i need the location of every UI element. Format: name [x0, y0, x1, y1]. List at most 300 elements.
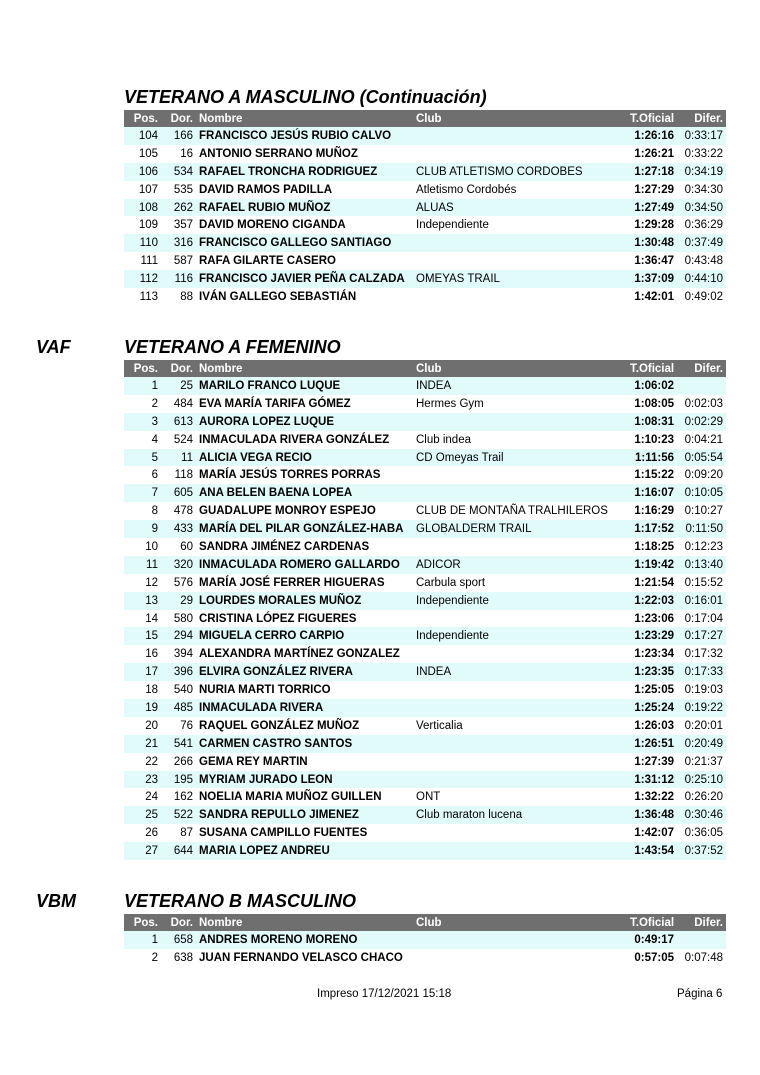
- cell-dor: 605: [161, 484, 196, 502]
- cell-time: 1:27:29: [634, 183, 674, 196]
- cell-dor: 638: [173, 951, 193, 964]
- cell-club: [413, 252, 627, 270]
- table-row: [124, 216, 726, 234]
- cell-club: Atletismo Cordobés: [416, 183, 517, 196]
- cell-diff: 0:11:50: [677, 520, 726, 538]
- cell-time: 1:22:03: [627, 592, 677, 610]
- cell-pos: 11: [124, 556, 161, 574]
- cell-time: 1:23:34: [634, 648, 674, 661]
- header-dor: Dor.: [161, 110, 196, 127]
- cell-diff: 0:04:21: [684, 433, 723, 446]
- cell-time: 1:16:29: [634, 505, 674, 518]
- cell-club: INDEA: [413, 377, 627, 395]
- header-diff: Difer.: [677, 360, 726, 377]
- cell-dor: 266: [173, 755, 193, 768]
- cell-diff: 0:36:29: [684, 219, 723, 232]
- cell-club: Club maraton lucena: [413, 806, 627, 824]
- table-row: [124, 252, 726, 270]
- cell-time: 1:29:28: [634, 219, 674, 232]
- cell-club: [413, 753, 627, 771]
- cell-time: 1:15:22: [634, 469, 674, 482]
- cell-diff: 0:21:37: [684, 755, 723, 768]
- table-row: [124, 163, 726, 181]
- cell-diff: 0:17:32: [684, 648, 723, 661]
- cell-time: 1:08:31: [627, 413, 677, 431]
- header-diff: Difer.: [677, 110, 726, 127]
- cell-time: 1:42:07: [634, 827, 674, 840]
- cell-name: SUSANA CAMPILLO FUENTES: [199, 827, 368, 840]
- cell-time: 1:26:03: [634, 719, 674, 732]
- cell-time: 0:57:05: [634, 951, 674, 964]
- cell-club: GLOBALDERM TRAIL: [413, 520, 627, 538]
- cell-pos: 3: [124, 413, 161, 431]
- cell-time: 1:32:22: [634, 791, 674, 804]
- table-row: [124, 556, 726, 574]
- cell-club: Independiente: [416, 219, 489, 232]
- cell-time: 1:23:06: [634, 612, 674, 625]
- cell-time: 1:37:09: [627, 270, 677, 288]
- cell-diff: 0:19:03: [684, 684, 723, 697]
- cell-dor: 484: [173, 397, 193, 410]
- cell-pos: 18: [145, 684, 158, 697]
- cell-club: CLUB DE MONTAÑA TRALHILEROS: [416, 505, 608, 518]
- page-number: Página 6: [677, 988, 723, 1000]
- table-row: [124, 735, 726, 753]
- cell-dor: 644: [161, 842, 196, 860]
- cell-club: [413, 127, 627, 145]
- cell-time: 1:27:39: [634, 755, 674, 768]
- cell-name: CRISTINA LÓPEZ FIGUERES: [199, 612, 357, 625]
- header-club: Club: [413, 914, 627, 931]
- cell-diff: 0:34:19: [677, 163, 726, 181]
- cell-time: 1:26:16: [627, 127, 677, 145]
- cell-pos: 25: [124, 806, 161, 824]
- cell-club: [413, 735, 627, 753]
- cell-pos: 22: [145, 755, 158, 768]
- cell-name: RAFAEL RUBIO MUÑOZ: [196, 199, 413, 217]
- cell-name: SANDRA JIMÉNEZ CARDENAS: [199, 540, 370, 553]
- cell-pos: 17: [124, 663, 161, 681]
- cell-name: NOELIA MARIA MUÑOZ GUILLEN: [199, 791, 382, 804]
- cell-pos: 10: [145, 540, 158, 553]
- cell-diff: 0:09:20: [684, 469, 723, 482]
- cell-time: 1:43:54: [627, 842, 677, 860]
- header-time: T.Oficial: [627, 110, 677, 127]
- header-name: Nombre: [196, 110, 413, 127]
- cell-time: 1:31:12: [627, 771, 677, 789]
- header-dor: Dor.: [161, 914, 196, 931]
- cell-name: RAQUEL GONZÁLEZ MUÑOZ: [199, 719, 360, 732]
- table-row: [124, 717, 726, 735]
- cell-club: Carbula sport: [416, 576, 486, 589]
- cell-dor: 576: [173, 576, 193, 589]
- cell-pos: 2: [151, 951, 158, 964]
- cell-diff: 0:33:22: [684, 147, 723, 160]
- cell-diff: 0:02:03: [684, 397, 723, 410]
- cell-name: MARÍA JESÚS TORRES PORRAS: [199, 469, 381, 482]
- header-club: Club: [413, 110, 627, 127]
- cell-dor: 116: [161, 270, 196, 288]
- cell-time: 1:42:01: [634, 290, 674, 303]
- cell-dor: 396: [161, 663, 196, 681]
- cell-diff: 0:44:10: [677, 270, 726, 288]
- cell-pos: 15: [124, 627, 161, 645]
- cell-dor: 485: [161, 699, 196, 717]
- cell-time: 1:36:47: [634, 255, 674, 268]
- cell-time: 1:08:05: [634, 397, 674, 410]
- category-code: VAF: [36, 337, 71, 357]
- table-row: [124, 699, 726, 717]
- cell-diff: 0:26:20: [684, 791, 723, 804]
- header-name: Nombre: [196, 360, 413, 377]
- table-row: [124, 806, 726, 824]
- cell-name: FRANCISCO GALLEGO SANTIAGO: [196, 234, 413, 252]
- table-row: [124, 842, 726, 860]
- cell-club: [413, 466, 627, 484]
- cell-name: ANTONIO SERRANO MUÑOZ: [199, 147, 358, 160]
- cell-diff: 0:36:05: [684, 827, 723, 840]
- cell-pos: 8: [151, 505, 158, 518]
- table-row: [124, 949, 726, 967]
- cell-pos: 106: [124, 163, 161, 181]
- table-row: [124, 288, 726, 306]
- cell-dor: 357: [173, 219, 193, 232]
- cell-name: RAFA GILARTE CASERO: [199, 255, 336, 268]
- table-row: [124, 377, 726, 395]
- cell-club: [413, 824, 627, 842]
- cell-club: [413, 484, 627, 502]
- cell-dor: 534: [161, 163, 196, 181]
- cell-club: [413, 413, 627, 431]
- header-pos: Pos.: [124, 360, 161, 377]
- print-date: Impreso 17/12/2021 15:18: [317, 988, 452, 1000]
- cell-diff: 0:15:52: [684, 576, 723, 589]
- table-row: [124, 627, 726, 645]
- table-row: [124, 466, 726, 484]
- table-row: [124, 574, 726, 592]
- cell-diff: 0:17:04: [684, 612, 723, 625]
- results-table: [124, 360, 726, 860]
- results-table: [124, 110, 726, 306]
- cell-dor: 433: [161, 520, 196, 538]
- results-table: [124, 914, 726, 967]
- cell-club: OMEYAS TRAIL: [413, 270, 627, 288]
- table-row: [124, 199, 726, 217]
- cell-dor: 478: [173, 505, 193, 518]
- cell-name: LOURDES MORALES MUÑOZ: [196, 592, 413, 610]
- table-row: [124, 592, 726, 610]
- cell-diff: 0:05:54: [677, 449, 726, 467]
- cell-time: 1:27:18: [627, 163, 677, 181]
- cell-dor: 76: [180, 719, 193, 732]
- cell-diff: 0:10:27: [684, 505, 723, 518]
- cell-dor: 394: [173, 648, 193, 661]
- cell-club: [413, 234, 627, 252]
- table-row: [124, 610, 726, 628]
- cell-diff: 0:17:27: [677, 627, 726, 645]
- cell-time: 1:19:42: [627, 556, 677, 574]
- cell-name: AURORA LOPEZ LUQUE: [196, 413, 413, 431]
- cell-diff: 0:07:48: [684, 951, 723, 964]
- cell-dor: 118: [174, 469, 193, 482]
- section-title: VETERANO A FEMENINO: [124, 337, 341, 357]
- cell-dor: 88: [180, 290, 193, 303]
- cell-dor: 262: [161, 199, 196, 217]
- cell-dor: 580: [173, 612, 193, 625]
- cell-club: [413, 288, 627, 306]
- cell-dor: 613: [161, 413, 196, 431]
- cell-pos: 109: [138, 219, 158, 232]
- cell-name: CARMEN CASTRO SANTOS: [196, 735, 413, 753]
- cell-pos: 4: [151, 433, 158, 446]
- header-pos: Pos.: [124, 110, 161, 127]
- cell-dor: 535: [173, 183, 193, 196]
- cell-diff: 0:25:10: [677, 771, 726, 789]
- cell-pos: 112: [124, 270, 161, 288]
- cell-pos: 26: [145, 827, 158, 840]
- table-row: [124, 681, 726, 699]
- cell-dor: 540: [173, 684, 193, 697]
- cell-name: GUADALUPE MONROY ESPEJO: [199, 505, 376, 518]
- cell-dor: 16: [180, 147, 193, 160]
- cell-pos: 107: [138, 183, 158, 196]
- cell-club: INDEA: [413, 663, 627, 681]
- header-time: T.Oficial: [627, 360, 677, 377]
- cell-dor: 25: [161, 377, 196, 395]
- cell-name: MARILO FRANCO LUQUE: [196, 377, 413, 395]
- cell-time: 1:10:23: [634, 433, 674, 446]
- cell-pos: 5: [124, 449, 161, 467]
- cell-name: ALICIA VEGA RECIO: [196, 449, 413, 467]
- cell-pos: 7: [124, 484, 161, 502]
- cell-dor: 87: [180, 827, 193, 840]
- cell-dor: 522: [161, 806, 196, 824]
- cell-diff: 0:33:17: [677, 127, 726, 145]
- cell-pos: 1: [124, 377, 161, 395]
- table-header: [124, 110, 726, 127]
- table-row: [124, 127, 726, 145]
- cell-dor: 29: [161, 592, 196, 610]
- cell-club: ALUAS: [413, 199, 627, 217]
- cell-club: Hermes Gym: [416, 397, 484, 410]
- cell-time: 1:23:35: [627, 663, 677, 681]
- header-time: T.Oficial: [627, 914, 677, 931]
- cell-name: INMACULADA ROMERO GALLARDO: [196, 556, 413, 574]
- table-row: [124, 645, 726, 663]
- cell-club: [413, 949, 627, 967]
- cell-pos: 113: [139, 290, 158, 303]
- cell-pos: 105: [138, 147, 158, 160]
- cell-name: INMACULADA RIVERA: [196, 699, 413, 717]
- cell-diff: 0:17:33: [677, 663, 726, 681]
- cell-time: 0:49:17: [627, 931, 677, 949]
- cell-dor: 320: [161, 556, 196, 574]
- cell-club: [413, 645, 627, 663]
- cell-pos: 1: [124, 931, 161, 949]
- cell-pos: 16: [145, 648, 158, 661]
- cell-dor: 316: [161, 234, 196, 252]
- category-code: VBM: [36, 891, 76, 911]
- cell-pos: 19: [124, 699, 161, 717]
- table-row: [124, 484, 726, 502]
- cell-pos: 13: [124, 592, 161, 610]
- cell-pos: 23: [124, 771, 161, 789]
- cell-diff: [677, 931, 726, 949]
- cell-time: 1:30:48: [627, 234, 677, 252]
- table-header: [124, 914, 726, 931]
- cell-pos: 111: [140, 255, 158, 268]
- header-dor: Dor.: [161, 360, 196, 377]
- cell-club: Independiente: [413, 627, 627, 645]
- cell-diff: 0:37:49: [677, 234, 726, 252]
- table-row: [124, 145, 726, 163]
- cell-dor: 294: [161, 627, 196, 645]
- table-row: [124, 413, 726, 431]
- cell-name: SANDRA REPULLO JIMENEZ: [196, 806, 413, 824]
- cell-club: Club indea: [416, 433, 471, 446]
- cell-dor: 11: [161, 449, 196, 467]
- table-row: [124, 270, 726, 288]
- cell-club: [413, 842, 627, 860]
- cell-time: 1:17:52: [627, 520, 677, 538]
- cell-time: 1:18:25: [634, 540, 674, 553]
- cell-pos: 2: [151, 397, 158, 410]
- cell-club: [413, 699, 627, 717]
- section-title: VETERANO B MASCULINO: [124, 891, 357, 911]
- cell-pos: 24: [145, 791, 158, 804]
- table-row: [124, 824, 726, 842]
- cell-diff: 0:19:22: [677, 699, 726, 717]
- cell-time: 1:23:29: [627, 627, 677, 645]
- cell-club: [413, 681, 627, 699]
- table-row: [124, 181, 726, 199]
- cell-diff: 0:37:52: [677, 842, 726, 860]
- header-name: Nombre: [196, 914, 413, 931]
- cell-diff: 0:20:49: [677, 735, 726, 753]
- cell-dor: 195: [161, 771, 196, 789]
- cell-name: MARÍA DEL PILAR GONZÁLEZ-HABA: [196, 520, 413, 538]
- cell-name: DAVID RAMOS PADILLA: [199, 183, 333, 196]
- cell-pos: 14: [145, 612, 158, 625]
- cell-name: ELVIRA GONZÁLEZ RIVERA: [196, 663, 413, 681]
- cell-pos: 104: [124, 127, 161, 145]
- cell-name: MARIA LOPEZ ANDREU: [196, 842, 413, 860]
- cell-dor: 541: [161, 735, 196, 753]
- cell-name: RAFAEL TRONCHA RODRIGUEZ: [196, 163, 413, 181]
- cell-time: 1:21:54: [634, 576, 674, 589]
- cell-club: CD Omeyas Trail: [413, 449, 627, 467]
- cell-club: ADICOR: [413, 556, 627, 574]
- cell-time: 1:11:56: [627, 449, 677, 467]
- cell-pos: 6: [151, 469, 158, 482]
- cell-club: ONT: [416, 791, 441, 804]
- cell-diff: 0:34:30: [684, 183, 723, 196]
- cell-name: ANA BELEN BAENA LOPEA: [196, 484, 413, 502]
- table-row: [124, 234, 726, 252]
- cell-name: MYRIAM JURADO LEON: [196, 771, 413, 789]
- cell-diff: 0:10:05: [677, 484, 726, 502]
- cell-dor: 162: [173, 791, 193, 804]
- cell-club: Verticalia: [416, 719, 463, 732]
- cell-name: MARÍA JOSÉ FERRER HIGUERAS: [199, 576, 385, 589]
- header-diff: Difer.: [677, 914, 726, 931]
- cell-time: 1:27:49: [627, 199, 677, 217]
- cell-pos: 12: [145, 576, 158, 589]
- cell-club: [413, 771, 627, 789]
- cell-time: 1:25:24: [627, 699, 677, 717]
- cell-pos: 108: [124, 199, 161, 217]
- cell-club: CLUB ATLETISMO CORDOBES: [413, 163, 627, 181]
- cell-name: DAVID MORENO CIGANDA: [199, 219, 346, 232]
- cell-pos: 21: [124, 735, 161, 753]
- table-row: [124, 753, 726, 771]
- cell-dor: 658: [161, 931, 196, 949]
- cell-time: 1:26:51: [627, 735, 677, 753]
- table-row: [124, 520, 726, 538]
- table-row: [124, 931, 726, 949]
- cell-dor: 166: [161, 127, 196, 145]
- cell-name: MIGUELA CERRO CARPIO: [196, 627, 413, 645]
- table-row: [124, 663, 726, 681]
- cell-name: EVA MARÍA TARIFA GÓMEZ: [199, 397, 351, 410]
- cell-name: IVÁN GALLEGO SEBASTIÁN: [199, 290, 357, 303]
- cell-name: FRANCISCO JESÚS RUBIO CALVO: [196, 127, 413, 145]
- cell-dor: 587: [173, 255, 193, 268]
- cell-club: [413, 610, 627, 628]
- cell-pos: 20: [145, 719, 158, 732]
- cell-club: [413, 145, 627, 163]
- cell-diff: 0:20:01: [684, 719, 723, 732]
- cell-diff: 0:02:29: [677, 413, 726, 431]
- cell-name: GEMA REY MARTIN: [199, 755, 308, 768]
- table-row: [124, 449, 726, 467]
- cell-time: 1:25:05: [634, 684, 674, 697]
- cell-time: 1:26:21: [634, 147, 674, 160]
- cell-pos: 9: [124, 520, 161, 538]
- cell-name: ANDRES MORENO MORENO: [196, 931, 413, 949]
- cell-diff: 0:30:46: [677, 806, 726, 824]
- table-header: [124, 360, 726, 377]
- cell-dor: 524: [173, 433, 193, 446]
- cell-diff: 0:49:02: [684, 290, 723, 303]
- table-row: [124, 502, 726, 520]
- cell-time: 1:36:48: [627, 806, 677, 824]
- cell-club: [413, 931, 627, 949]
- cell-club: [413, 538, 627, 556]
- cell-name: ALEXANDRA MARTÍNEZ GONZALEZ: [199, 648, 400, 661]
- cell-diff: 0:16:01: [677, 592, 726, 610]
- table-row: [124, 538, 726, 556]
- cell-name: FRANCISCO JAVIER PEÑA CALZADA: [196, 270, 413, 288]
- cell-pos: 27: [124, 842, 161, 860]
- table-row: [124, 395, 726, 413]
- cell-dor: 60: [180, 540, 193, 553]
- cell-diff: 0:12:23: [684, 540, 723, 553]
- table-row: [124, 431, 726, 449]
- cell-name: JUAN FERNANDO VELASCO CHACO: [199, 951, 403, 964]
- cell-diff: 0:13:40: [677, 556, 726, 574]
- table-row: [124, 788, 726, 806]
- cell-pos: 110: [124, 234, 161, 252]
- cell-diff: [677, 377, 726, 395]
- header-pos: Pos.: [124, 914, 161, 931]
- cell-diff: 0:34:50: [677, 199, 726, 217]
- cell-time: 1:06:02: [627, 377, 677, 395]
- cell-diff: 0:43:48: [684, 255, 723, 268]
- header-club: Club: [413, 360, 627, 377]
- cell-name: INMACULADA RIVERA GONZÁLEZ: [199, 433, 390, 446]
- cell-name: NURIA MARTI TORRICO: [199, 684, 331, 697]
